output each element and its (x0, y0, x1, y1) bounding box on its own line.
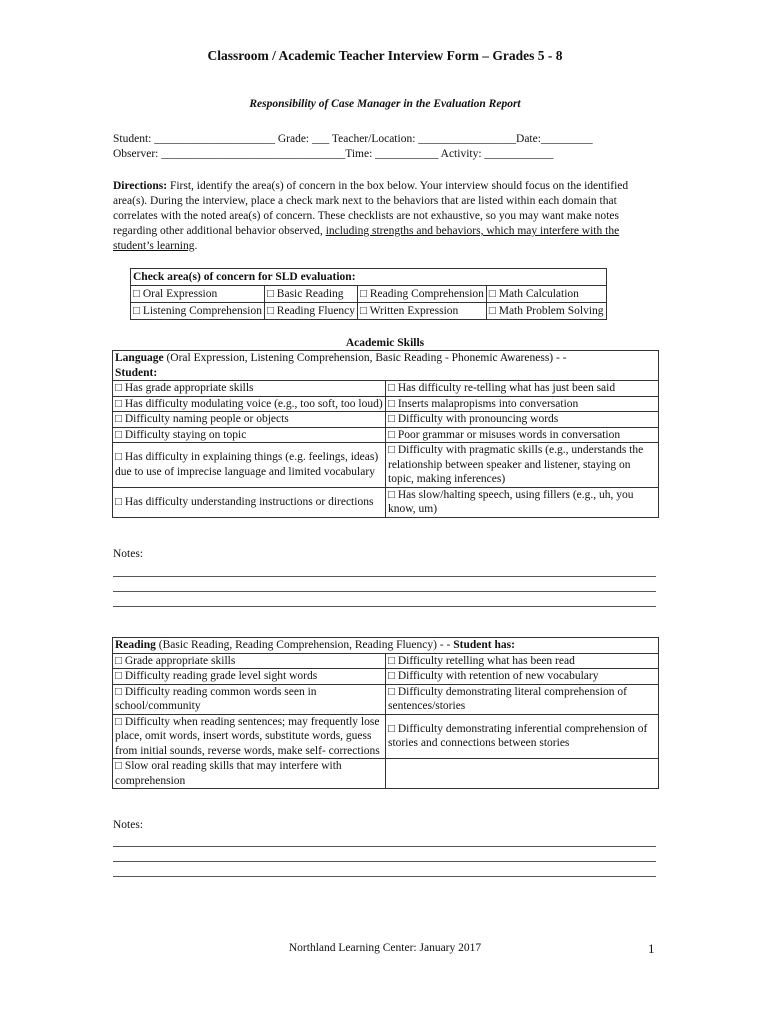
page-number: 1 (648, 941, 655, 956)
directions-end: . (194, 240, 198, 252)
language-header (113, 351, 659, 381)
concern-table (130, 268, 607, 320)
reading-item[interactable]: □ Slow oral reading skills that may interfere with comprehension (113, 759, 386, 789)
reading-item[interactable]: □ Difficulty demonstrating literal comprehension of sentences/stories (386, 684, 659, 714)
reading-item-empty (386, 759, 659, 789)
reading-header-rest: (Basic Reading, Reading Comprehension, Reading Fluency) - - (155, 639, 454, 651)
language-item[interactable]: □ Has difficulty re-telling what has just been said (386, 381, 659, 397)
concern-reading-fluency[interactable]: □ Reading Fluency (264, 303, 357, 320)
language-item[interactable]: □ Has difficulty understanding instructions or directions (113, 487, 386, 517)
language-item[interactable]: □ Poor grammar or misuses words in conversation (386, 427, 659, 443)
language-item[interactable]: □ Inserts malapropisms into conversation (386, 396, 659, 412)
language-notes-line[interactable] (113, 591, 656, 592)
observer-info-line: Observer: ________________________________Time: ___________ Activity: ____________ (113, 148, 554, 160)
reading-header (113, 638, 659, 654)
reading-header-student: Student has: (453, 639, 515, 651)
reading-item[interactable]: □ Difficulty reading common words seen in school/community (113, 684, 386, 714)
language-table (112, 350, 659, 518)
reading-item[interactable]: □ Difficulty demonstrating inferential comprehension of stories and connections between stories (386, 714, 659, 759)
language-item[interactable]: □ Difficulty with pronouncing words (386, 412, 659, 428)
language-item[interactable]: □ Difficulty staying on topic (113, 427, 386, 443)
reading-notes-line[interactable] (113, 861, 656, 862)
directions-paragraph (113, 179, 658, 254)
language-item[interactable]: □ Difficulty naming people or objects (113, 412, 386, 428)
directions-label: Directions: (113, 180, 168, 192)
form-subtitle: Responsibility of Case Manager in the Evaluation Report (249, 98, 521, 110)
reading-notes-line[interactable] (113, 846, 656, 847)
concern-math-calculation[interactable]: □ Math Calculation (486, 286, 606, 303)
reading-item[interactable]: □ Grade appropriate skills (113, 653, 386, 669)
concern-written-expression[interactable]: □ Written Expression (358, 303, 487, 320)
concern-oral-expression[interactable]: □ Oral Expression (131, 286, 265, 303)
reading-item[interactable]: □ Difficulty retelling what has been read (386, 653, 659, 669)
reading-header-bold: Reading (115, 639, 156, 651)
language-item[interactable]: □ Has grade appropriate skills (113, 381, 386, 397)
form-title: Classroom / Academic Teacher Interview Form – Grades 5 - 8 (207, 48, 563, 63)
concern-basic-reading[interactable]: □ Basic Reading (264, 286, 357, 303)
concern-reading-comprehension[interactable]: □ Reading Comprehension (358, 286, 487, 303)
language-item[interactable]: □ Difficulty with pragmatic skills (e.g., understands the relationship between speaker and listener, staying on topic, making inferences) (386, 443, 659, 488)
language-notes-label: Notes: (113, 548, 144, 560)
language-notes-line[interactable] (113, 606, 656, 607)
concern-listening-comprehension[interactable]: □ Listening Comprehension (131, 303, 265, 320)
language-header-rest: (Oral Expression, Listening Comprehension, Basic Reading - Phonemic Awareness) - - (163, 352, 567, 364)
reading-item[interactable]: □ Difficulty when reading sentences; may frequently lose place, omit words, insert words, substitute words, guess from initial sounds, reverse words, make self- corrections (113, 714, 386, 759)
reading-item[interactable]: □ Difficulty with retention of new vocabulary (386, 669, 659, 685)
reading-table (112, 637, 659, 789)
student-info-line: Student: _____________________ Grade: ___ Teacher/Location: _________________Date:_________ (113, 133, 593, 145)
language-notes-line[interactable] (113, 576, 656, 577)
language-header-bold: Language (115, 352, 164, 364)
directions-underlined-text: including strengths and behaviors, which may interfere with the student’s learning (113, 225, 620, 252)
language-header-student: Student: (115, 366, 158, 379)
language-item[interactable]: □ Has slow/halting speech, using fillers (e.g., uh, you know, um) (386, 487, 659, 517)
reading-item[interactable]: □ Difficulty reading grade level sight words (113, 669, 386, 685)
language-item[interactable]: □ Has difficulty modulating voice (e.g., too soft, too loud) (113, 396, 386, 412)
directions-text: First, identify the area(s) of concern in the box below. Your interview should focus on the identified area(s). During the interview, place a check mark next to the behaviors that are listed within each domain that correlates with the noted area(s) of concern. These checklists are not exhaustive, so you may want make notes regarding other additional behavior observed, (113, 180, 629, 237)
concern-math-problem-solving[interactable]: □ Math Problem Solving (486, 303, 606, 320)
page-footer: Northland Learning Center: January 2017 (288, 942, 482, 954)
academic-skills-title: Academic Skills (345, 337, 425, 349)
reading-notes-line[interactable] (113, 876, 656, 877)
concern-header: Check area(s) of concern for SLD evaluation: (131, 269, 607, 286)
reading-notes-label: Notes: (113, 819, 144, 831)
language-item[interactable]: □ Has difficulty in explaining things (e.g. feelings, ideas) due to use of imprecise language and limited vocabulary (113, 443, 386, 488)
